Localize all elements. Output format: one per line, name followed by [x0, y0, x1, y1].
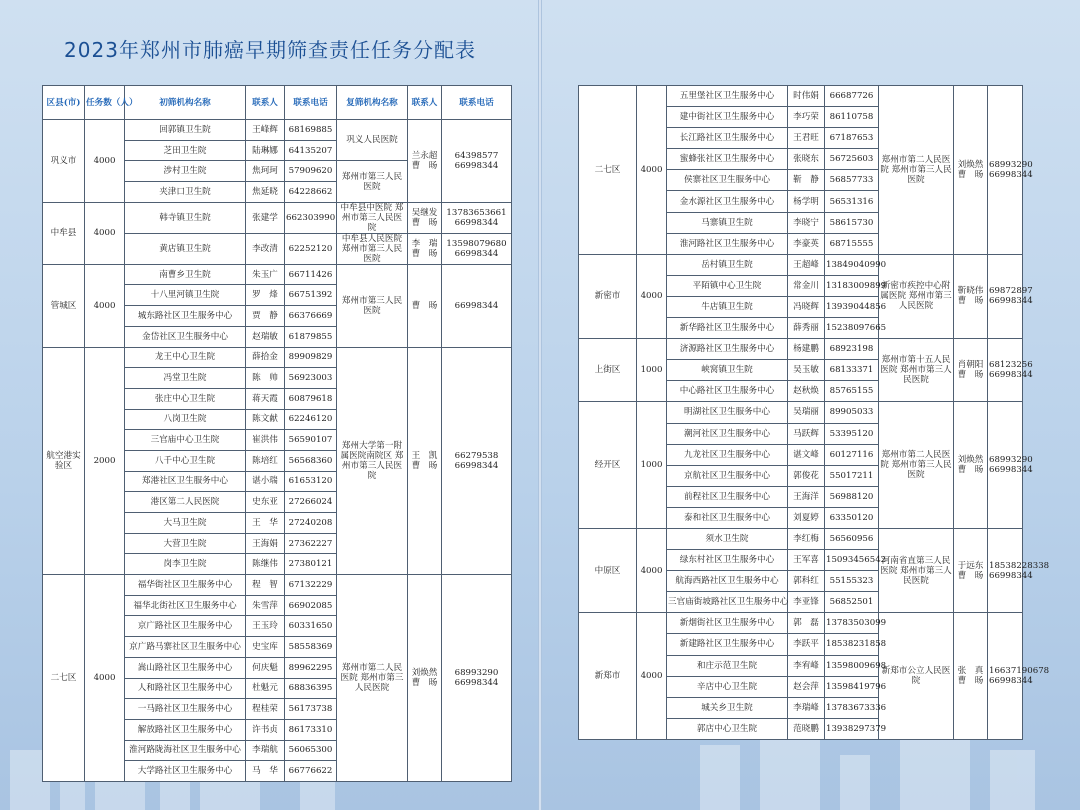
screening-org-cell: 张庄中心卫生院 — [125, 388, 246, 409]
phone-cell: 60879618 — [285, 388, 337, 409]
phone-cell: 89962295 — [285, 657, 337, 678]
screening-org-cell: 九龙社区卫生服务中心 — [667, 444, 788, 465]
review-org-cell: 郑州市第三人民医院 — [337, 161, 408, 202]
screening-org-cell: 南曹乡卫生院 — [125, 264, 246, 285]
screening-org-cell: 福华北街社区卫生服务中心 — [125, 595, 246, 616]
phone-cell: 64135207 — [285, 140, 337, 161]
screening-org-cell: 一马路社区卫生服务中心 — [125, 699, 246, 720]
phone-cell: 61653120 — [285, 471, 337, 492]
phone-cell: 58558369 — [285, 637, 337, 658]
contact-cell: 贾 静 — [246, 306, 285, 327]
table-row — [43, 120, 512, 141]
review-contact-cell: 兰永超 曹 旸 — [408, 120, 442, 203]
contact-cell: 蒋天霞 — [246, 388, 285, 409]
page-spine — [538, 0, 542, 810]
screening-org-cell: 京广路社区卫生服务中心 — [125, 616, 246, 637]
screening-org-cell: 绿东村社区卫生服务中心 — [667, 550, 788, 571]
review-phone-cell: 64398577 66998344 — [442, 120, 512, 203]
phone-cell: 53395120 — [825, 423, 879, 444]
review-phone-cell: 68123256 66998344 — [988, 339, 1023, 402]
review-org-cell: 河南省直第三人民医院 郑州市第三人民医院 — [879, 528, 954, 612]
district-cell: 新密市 — [579, 254, 637, 338]
screening-org-cell: 城东路社区卫生服务中心 — [125, 306, 246, 327]
screening-org-cell: 冯堂卫生院 — [125, 368, 246, 389]
review-contact-cell: 肖朝阳 曹 旸 — [954, 339, 988, 402]
phone-cell: 67187653 — [825, 128, 879, 149]
screening-org-cell: 辛店中心卫生院 — [667, 676, 788, 697]
contact-cell: 王峰辉 — [246, 120, 285, 141]
contact-cell: 张晓东 — [788, 149, 825, 170]
district-cell: 巩义市 — [43, 120, 85, 203]
contact-cell: 李红梅 — [788, 528, 825, 549]
contact-cell: 赵秋焕 — [788, 381, 825, 402]
review-org-cell: 中牟县中医院 郑州市第三人民医院 — [337, 202, 408, 233]
contact-cell: 郭 磊 — [788, 613, 825, 634]
contact-cell: 冯晓辉 — [788, 296, 825, 317]
screening-org-cell: 岳村镇卫生院 — [667, 254, 788, 275]
task-table-right — [578, 85, 1050, 740]
screening-org-cell: 五里堡社区卫生服务中心 — [667, 86, 788, 107]
screening-org-cell: 郑港社区卫生服务中心 — [125, 471, 246, 492]
review-org-cell: 巩义人民医院 — [337, 120, 408, 161]
review-contact-cell: 刘焕然 曹 旸 — [954, 402, 988, 529]
contact-cell: 许书贞 — [246, 719, 285, 740]
screening-org-cell: 新烟街社区卫生服务中心 — [667, 613, 788, 634]
task-count-cell: 4000 — [85, 120, 125, 203]
screening-org-cell: 郭店中心卫生院 — [667, 718, 788, 739]
task-count-cell: 4000 — [85, 575, 125, 782]
screening-org-cell: 泰和社区卫生服务中心 — [667, 507, 788, 528]
review-contact-cell: 刘焕然 曹 旸 — [954, 86, 988, 255]
screening-org-cell: 潮河社区卫生服务中心 — [667, 423, 788, 444]
screening-org-cell: 十八里河镇卫生院 — [125, 285, 246, 306]
review-org-cell: 郑州市第二人民医院 郑州市第三人民医院 — [337, 575, 408, 782]
screening-org-cell: 人和路社区卫生服务中心 — [125, 678, 246, 699]
contact-cell: 崔洪伟 — [246, 430, 285, 451]
phone-cell: 662303990 — [285, 202, 337, 233]
table-row — [579, 613, 1023, 634]
screening-org-cell: 航海西路社区卫生服务中心 — [667, 571, 788, 592]
phone-cell: 13183009899 — [825, 275, 879, 296]
district-cell: 经开区 — [579, 402, 637, 529]
screening-org-cell: 侯寨社区卫生服务中心 — [667, 170, 788, 191]
district-cell: 二七区 — [43, 575, 85, 782]
phone-cell: 56857733 — [825, 170, 879, 191]
review-contact-cell: 靳晓伟 曹 旸 — [954, 254, 988, 338]
phone-cell: 61879855 — [285, 326, 337, 347]
contact-cell: 赵瑞敏 — [246, 326, 285, 347]
task-count-cell: 4000 — [637, 528, 667, 612]
phone-cell: 66902085 — [285, 595, 337, 616]
contact-cell: 吴玉敏 — [788, 360, 825, 381]
phone-cell: 86110758 — [825, 107, 879, 128]
review-contact-cell: 王 凯 曹 旸 — [408, 347, 442, 575]
phone-cell: 66687726 — [825, 86, 879, 107]
phone-cell: 62252120 — [285, 233, 337, 264]
contact-cell: 李豪英 — [788, 233, 825, 254]
screening-org-cell: 黄店镇卫生院 — [125, 233, 246, 264]
review-org-cell: 郑州市第三人民医院 — [337, 264, 408, 347]
contact-cell: 王 华 — [246, 513, 285, 534]
review-contact-cell: 于远东 曹 旸 — [954, 528, 988, 612]
contact-cell: 吴瑞丽 — [788, 402, 825, 423]
contact-cell: 范晓鹏 — [788, 718, 825, 739]
review-contact-cell: 张 真 曹 旸 — [954, 613, 988, 740]
review-phone-cell: 66998344 — [442, 264, 512, 347]
contact-cell: 程 智 — [246, 575, 285, 596]
contact-cell: 杨学明 — [788, 191, 825, 212]
phone-cell: 68923198 — [825, 339, 879, 360]
table-row — [43, 575, 512, 596]
phone-cell: 55017211 — [825, 465, 879, 486]
contact-cell: 焦延晓 — [246, 182, 285, 203]
contact-cell: 陈培红 — [246, 450, 285, 471]
contact-cell: 刘夏婷 — [788, 507, 825, 528]
contact-cell: 薛秀丽 — [788, 318, 825, 339]
contact-cell: 王玉玲 — [246, 616, 285, 637]
contact-cell: 李宥峰 — [788, 655, 825, 676]
contact-cell: 朱玉广 — [246, 264, 285, 285]
screening-org-cell: 淮河路社区卫生服务中心 — [667, 233, 788, 254]
phone-cell: 68169885 — [285, 120, 337, 141]
task-count-cell: 1000 — [637, 339, 667, 402]
task-count-cell: 4000 — [85, 202, 125, 264]
phone-cell: 62246120 — [285, 409, 337, 430]
review-phone-cell: 68993290 66998344 — [988, 86, 1023, 255]
phone-cell: 66376669 — [285, 306, 337, 327]
table-header-row — [43, 86, 512, 120]
contact-cell: 何庆魁 — [246, 657, 285, 678]
screening-org-cell: 金岱社区卫生服务中心 — [125, 326, 246, 347]
table-row — [579, 402, 1023, 423]
review-org-cell: 郑州市第二人民医院 郑州市第三人民医院 — [879, 402, 954, 529]
contact-cell: 王军喜 — [788, 550, 825, 571]
header-district: 区县(市) — [43, 86, 85, 120]
review-org-cell: 郑州大学第一附属医院南院区 郑州市第三人民医院 — [337, 347, 408, 575]
contact-cell: 赵会萍 — [788, 676, 825, 697]
contact-cell: 王海洋 — [788, 486, 825, 507]
review-org-cell: 郑州市第十五人民医院 郑州市第三人民医院 — [879, 339, 954, 402]
phone-cell: 13598419796 — [825, 676, 879, 697]
contact-cell: 程桂荣 — [246, 699, 285, 720]
phone-cell: 13938297379 — [825, 718, 879, 739]
contact-cell: 罗 烽 — [246, 285, 285, 306]
phone-cell: 56725603 — [825, 149, 879, 170]
task-count-cell: 4000 — [85, 264, 125, 347]
phone-cell: 89909829 — [285, 347, 337, 368]
phone-cell: 27240208 — [285, 513, 337, 534]
phone-cell: 55155323 — [825, 571, 879, 592]
contact-cell: 谌小瑞 — [246, 471, 285, 492]
screening-org-cell: 蜜蜂张社区卫生服务中心 — [667, 149, 788, 170]
phone-cell: 56923003 — [285, 368, 337, 389]
contact-cell: 马 华 — [246, 761, 285, 782]
contact-cell: 张建学 — [246, 202, 285, 233]
phone-cell: 66751392 — [285, 285, 337, 306]
contact-cell: 李亚锋 — [788, 592, 825, 613]
phone-cell: 56065300 — [285, 740, 337, 761]
phone-cell: 27362227 — [285, 533, 337, 554]
review-org-cell: 新郑市公立人民医院 — [879, 613, 954, 740]
screening-org-cell: 大马卫生院 — [125, 513, 246, 534]
phone-cell: 68715555 — [825, 233, 879, 254]
review-org-cell: 新密市疾控中心附属医院 郑州市第三人民医院 — [879, 254, 954, 338]
header-task: 任务数（人） — [85, 86, 125, 120]
phone-cell: 13783673336 — [825, 697, 879, 718]
review-phone-cell: 18538228338 66998344 — [988, 528, 1023, 612]
review-contact-cell: 曹 旸 — [408, 264, 442, 347]
contact-cell: 郭科红 — [788, 571, 825, 592]
contact-cell: 李跃平 — [788, 634, 825, 655]
screening-org-cell: 新建路社区卫生服务中心 — [667, 634, 788, 655]
screening-org-cell: 长江路社区卫生服务中心 — [667, 128, 788, 149]
phone-cell: 56173738 — [285, 699, 337, 720]
task-count-cell: 4000 — [637, 254, 667, 338]
screening-org-cell: 福华街社区卫生服务中心 — [125, 575, 246, 596]
screening-org-cell: 马寨镇卫生院 — [667, 212, 788, 233]
contact-cell: 郭俊花 — [788, 465, 825, 486]
review-contact-cell: 吴继发 曹 旸 — [408, 202, 442, 233]
header-review-phone: 联系电话 — [442, 86, 512, 120]
contact-cell: 焦珂珂 — [246, 161, 285, 182]
screening-org-cell: 嵩山路社区卫生服务中心 — [125, 657, 246, 678]
table-row — [43, 202, 512, 233]
phone-cell: 60127116 — [825, 444, 879, 465]
phone-cell: 27380121 — [285, 554, 337, 575]
review-org-cell: 郑州市第二人民医院 郑州市第三人民医院 — [879, 86, 954, 255]
review-contact-cell: 李 瑞 曹 旸 — [408, 233, 442, 264]
phone-cell: 58615730 — [825, 212, 879, 233]
contact-cell: 史宝库 — [246, 637, 285, 658]
contact-cell: 谌文峰 — [788, 444, 825, 465]
screening-org-cell: 大营卫生院 — [125, 533, 246, 554]
district-cell: 二七区 — [579, 86, 637, 255]
phone-cell: 56590107 — [285, 430, 337, 451]
phone-cell: 67132229 — [285, 575, 337, 596]
district-cell: 管城区 — [43, 264, 85, 347]
phone-cell: 15238097665 — [825, 318, 879, 339]
screening-org-cell: 和庄示范卫生院 — [667, 655, 788, 676]
phone-cell: 60331650 — [285, 616, 337, 637]
screening-org-cell: 大学路社区卫生服务中心 — [125, 761, 246, 782]
phone-cell: 86173310 — [285, 719, 337, 740]
screening-org-cell: 淮河路陇海社区卫生服务中心 — [125, 740, 246, 761]
screening-org-cell: 前程社区卫生服务中心 — [667, 486, 788, 507]
phone-cell: 13939044856 — [825, 296, 879, 317]
contact-cell: 李瑞峰 — [788, 697, 825, 718]
screening-org-cell: 济源路社区卫生服务中心 — [667, 339, 788, 360]
contact-cell: 时伟娟 — [788, 86, 825, 107]
district-cell: 中牟县 — [43, 202, 85, 264]
screening-org-cell: 峡窝镇卫生院 — [667, 360, 788, 381]
screening-org-cell: 中心路社区卫生服务中心 — [667, 381, 788, 402]
screening-org-cell: 金水源社区卫生服务中心 — [667, 191, 788, 212]
phone-cell: 13849040990 — [825, 254, 879, 275]
contact-cell: 杜魁元 — [246, 678, 285, 699]
phone-cell: 18538231858 — [825, 634, 879, 655]
screening-org-cell: 京航社区卫生服务中心 — [667, 465, 788, 486]
phone-cell: 56988120 — [825, 486, 879, 507]
contact-cell: 常金川 — [788, 275, 825, 296]
table-row — [43, 264, 512, 285]
phone-cell: 64228662 — [285, 182, 337, 203]
contact-cell: 王君旺 — [788, 128, 825, 149]
review-contact-cell: 刘焕然 曹 旸 — [408, 575, 442, 782]
review-phone-cell: 68993290 66998344 — [988, 402, 1023, 529]
contact-cell: 王超峰 — [788, 254, 825, 275]
table-row — [579, 86, 1023, 107]
contact-cell: 陈 帅 — [246, 368, 285, 389]
phone-cell: 56852501 — [825, 592, 879, 613]
screening-org-cell: 龙王中心卫生院 — [125, 347, 246, 368]
task-count-cell: 4000 — [637, 86, 667, 255]
phone-cell: 63350120 — [825, 507, 879, 528]
screening-org-cell: 夹津口卫生院 — [125, 182, 246, 203]
screening-org-cell: 三官庙街坡路社区卫生服务中心 — [667, 592, 788, 613]
screening-org-cell: 八千中心卫生院 — [125, 450, 246, 471]
header-screening-org: 初筛机构名称 — [125, 86, 246, 120]
contact-cell: 马跃辉 — [788, 423, 825, 444]
contact-cell: 朱雪萍 — [246, 595, 285, 616]
phone-cell: 27266024 — [285, 492, 337, 513]
phone-cell: 89905033 — [825, 402, 879, 423]
task-table-left — [42, 85, 512, 782]
screening-org-cell: 解放路社区卫生服务中心 — [125, 719, 246, 740]
phone-cell: 56560956 — [825, 528, 879, 549]
contact-cell: 陈文献 — [246, 409, 285, 430]
contact-cell: 王海娟 — [246, 533, 285, 554]
task-count-cell: 4000 — [637, 613, 667, 740]
page-title: 2023年郑州市肺癌早期筛查责任任务分配表 — [64, 38, 476, 62]
district-cell: 中原区 — [579, 528, 637, 612]
screening-org-cell: 岗李卫生院 — [125, 554, 246, 575]
phone-cell: 85765155 — [825, 381, 879, 402]
header-review-org: 复筛机构名称 — [337, 86, 408, 120]
phone-cell: 56531316 — [825, 191, 879, 212]
screening-org-cell: 三官庙中心卫生院 — [125, 430, 246, 451]
contact-cell: 杨建鹏 — [788, 339, 825, 360]
phone-cell: 56568360 — [285, 450, 337, 471]
screening-org-cell: 须水卫生院 — [667, 528, 788, 549]
contact-cell: 陈继伟 — [246, 554, 285, 575]
table-row — [579, 339, 1023, 360]
contact-cell: 史东亚 — [246, 492, 285, 513]
header-contact: 联系人 — [246, 86, 285, 120]
contact-cell: 薛拾金 — [246, 347, 285, 368]
review-org-cell: 中牟县人民医院 郑州市第三人民医院 — [337, 233, 408, 264]
phone-cell: 66776622 — [285, 761, 337, 782]
phone-cell: 57909620 — [285, 161, 337, 182]
review-phone-cell: 68993290 66998344 — [442, 575, 512, 782]
screening-org-cell: 回郭镇卫生院 — [125, 120, 246, 141]
task-count-cell: 1000 — [637, 402, 667, 529]
phone-cell: 68133371 — [825, 360, 879, 381]
review-phone-cell: 16637190678 66998344 — [988, 613, 1023, 740]
task-count-cell: 2000 — [85, 347, 125, 575]
header-review-contact: 联系人 — [408, 86, 442, 120]
contact-cell: 靳 静 — [788, 170, 825, 191]
screening-org-cell: 港区第二人民医院 — [125, 492, 246, 513]
district-cell: 新郑市 — [579, 613, 637, 740]
phone-cell: 66711426 — [285, 264, 337, 285]
table-row — [579, 254, 1023, 275]
screening-org-cell: 城关乡卫生院 — [667, 697, 788, 718]
screening-org-cell: 平陌镇中心卫生院 — [667, 275, 788, 296]
review-phone-cell: 69872897 66998344 — [988, 254, 1023, 338]
screening-org-cell: 建中街社区卫生服务中心 — [667, 107, 788, 128]
phone-cell: 13783503099 — [825, 613, 879, 634]
table-row — [43, 347, 512, 368]
screening-org-cell: 芝田卫生院 — [125, 140, 246, 161]
screening-org-cell: 京广路马寨社区卫生服务中心 — [125, 637, 246, 658]
screening-org-cell: 韩寺镇卫生院 — [125, 202, 246, 233]
contact-cell: 李晓宁 — [788, 212, 825, 233]
header-phone: 联系电话 — [285, 86, 337, 120]
district-cell: 上街区 — [579, 339, 637, 402]
screening-org-cell: 涉村卫生院 — [125, 161, 246, 182]
screening-org-cell: 牛店镇卫生院 — [667, 296, 788, 317]
contact-cell: 李改清 — [246, 233, 285, 264]
screening-org-cell: 明湖社区卫生服务中心 — [667, 402, 788, 423]
phone-cell: 15093456542 — [825, 550, 879, 571]
review-phone-cell: 13783653661 66998344 — [442, 202, 512, 233]
contact-cell: 李巧荣 — [788, 107, 825, 128]
review-phone-cell: 13598079680 66998344 — [442, 233, 512, 264]
review-phone-cell: 66279538 66998344 — [442, 347, 512, 575]
contact-cell: 李瑞航 — [246, 740, 285, 761]
screening-org-cell: 八岗卫生院 — [125, 409, 246, 430]
table-row — [579, 528, 1023, 549]
phone-cell: 68836395 — [285, 678, 337, 699]
phone-cell: 13598009698 — [825, 655, 879, 676]
contact-cell: 陆琳娜 — [246, 140, 285, 161]
screening-org-cell: 新华路社区卫生服务中心 — [667, 318, 788, 339]
district-cell: 航空港实验区 — [43, 347, 85, 575]
